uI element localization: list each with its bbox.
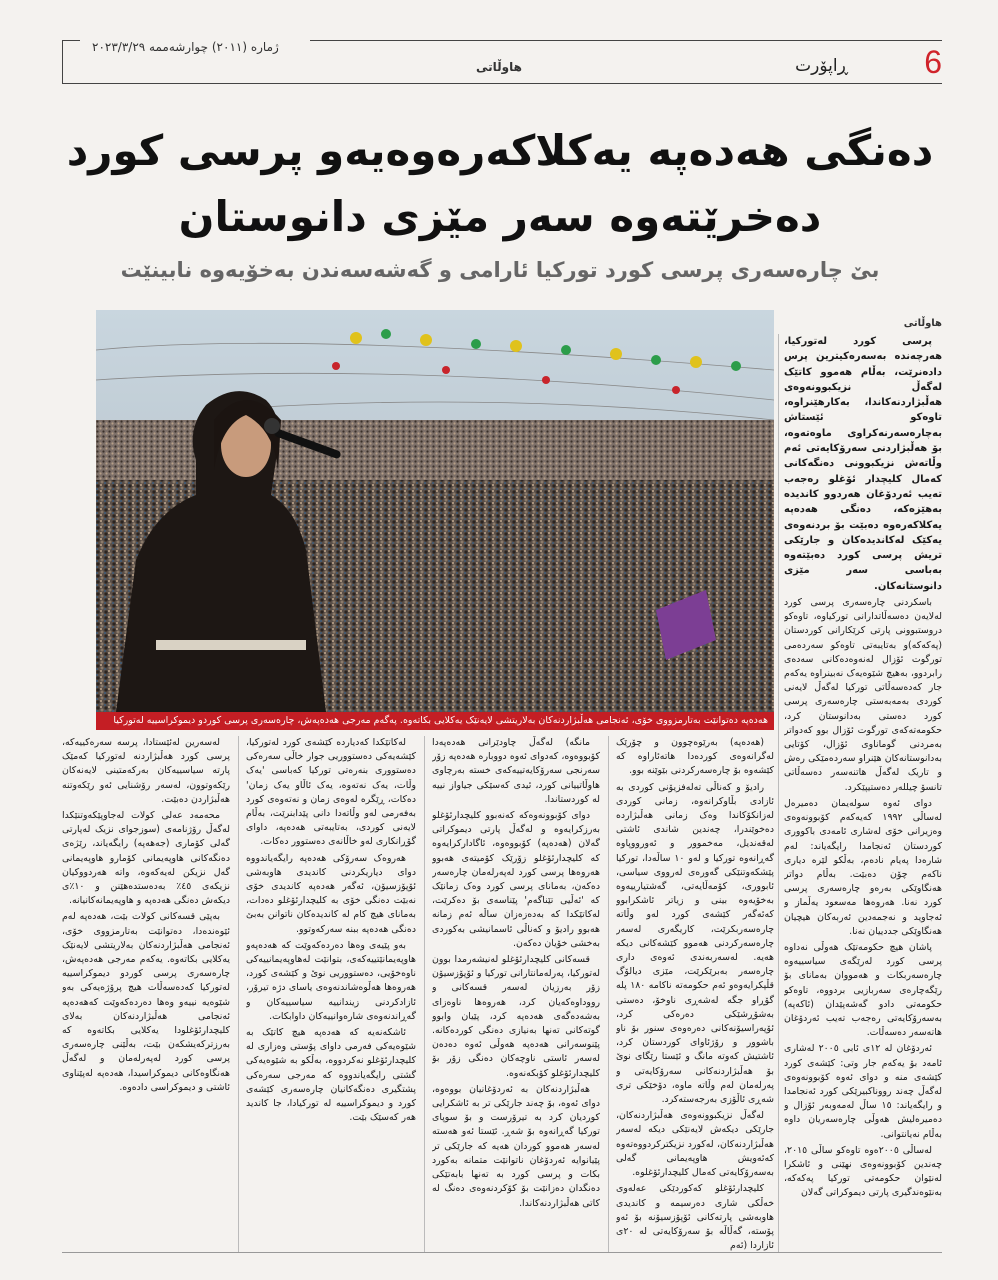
article-column-2: [616, 736, 774, 1252]
article-column-3: [432, 736, 600, 1252]
masthead-logo: هاوڵاتی: [476, 60, 522, 74]
paragraph: لەساڵی ٢٠٠٥ەوە تاوەکو ساڵی ٢٠١٥، چەندین کۆبوونەوەی نهێنی و ئاشکرا لەنێوان حکومەتی تورکیا پەکەکە، بەنێوەندگیری پارتی دیموکراتی گەلان: [784, 1144, 942, 1199]
lead-paragraph: پرسی کورد لەتورکیا، هەرچەندە بەسەرەکیترین پرس دادەنرێت، بەڵام هەموو کاتێک لەگەڵ نزیکبوونەوەی هەڵبژاردنەکاندا، بەکارهێنراوە، تاوەکو ئێستاش بەچارەسەرنەکراوی ماوەتەوە، بۆ هەڵبژاردنی سەرۆکایەتی ئەم وڵاتەش نزیکبوونی دەنگەکانی کەمال کلیچدار ئۆغلو رەجەب تەیب ئەردۆغان هەردوو کاندیدە بەهێزەکە، دەنگی هەدەپە یەکلاکەرەوە دەبێت بۆ بردنەوەی یەکێک لەکاندیدەکان و جارێکی تریش پرسی کورد دەبێتەوە بەباسی سەر مێزی دانوستانەکان.: [784, 336, 942, 592]
paragraph: دوای ئەوە سولەیمان دەمیرەل لەساڵی ١٩٩٢ کەیەکەم کۆبوونەوەی وەزیرانی خۆی لەشاری ئامەدی باکووری کوردستان ئەنجامدا رایگەیاند: لەم شارەدا پەیام نادەم، بەڵکو لێرە دیاری ناکەم چۆن دەبێت. بەڵام دواتر هەنگاوێکی بەرەو چارەسەری پرسی کورد نەنا. هەروەها مەسعود یەڵماز و ئەجاوید و نەجمەدین ئەربەکان هیچیان هەنگاوێکی جددییان نەنا.: [784, 797, 942, 937]
page-number: 6: [924, 44, 942, 80]
paragraph: ئەردۆغان لە ١٢ی ئابی ٢٠٠٥ لەشاری ئامەد بۆ یەکەم جار وتی: کێشەی کورد کێشەی منە و دوای ئەوە کۆبوونەوەی لەگەڵ چەند رووناکبیرێکی کورد ئەنجامدا و رایگەیاند: ١٥ ساڵ لەمەوبەر ئۆزال و دەمیرەلیش هەوڵی چارەسەریان داوە بەڵام نەیانتوانی.: [784, 1043, 942, 1140]
column-divider: [608, 736, 609, 1252]
page-bottom-rule: [62, 1252, 942, 1253]
paragraph: هەروەک سەرۆکی هەدەپە رایگەیاندووە دوای دیاریکردنی کاندیدی هاوبەشی ئۆپۆزسیۆن، ئەگەر هەدەپە کاندیدی خۆی نەبێت دەنگی خۆی بە کلیچدارئۆغلو دەدات، بەمانای هیچ کام لە کاندیدەکان ناتوانن بەبێ دەنگی هەدەپە ببنە سەرکەوتوو.: [246, 852, 416, 935]
column-divider: [424, 736, 425, 1252]
paragraph: لەسەرین لەئێستادا، پرسە سەرەکییەکە، پرسی کورد هەڵبژاردنە لەتورکیا کەمێک پارتە سیاسییەکان بەرکەمتینی لایەنەکان رێکەوتوون، لەسەر رۆشنایی ئەو رێکەوتنە هەڵبژاردن دەبێت.: [62, 737, 230, 805]
rally-photo: [96, 310, 774, 712]
subheadline: بێ چارەسەری پرسی کورد تورکیا ئارامی و گەشەسەندن بەخۆیەوە نابینێت: [120, 258, 880, 282]
headline: [60, 118, 940, 250]
headline-line-2: دەخرێتەوە سەر مێزی دانوستان: [178, 192, 822, 241]
article-column-4: [246, 736, 416, 1252]
issue-date: ژمارە (٢٠١١) چوارشەممە ٢٠٢٣/٣/٢٩: [92, 40, 279, 54]
rally-photo-illustration: [96, 310, 774, 712]
paragraph: قسەکانی کلیچدارئۆغلو لەنیشەرمدا بوون لەتورکیا، پەرلەمانتارانی تورکیا و ئۆپۆزسیۆن زۆر بەرزیان لەسەر قسەکانی و رووداوەکەیان کرد، هەروەها ناوەزای بەشەدەگەی هەدەپە کرد، پێیان وابوو گوتەکانی تەنها بەنیازی دەنگی کوردەکانە. پێنوسەرانی هەدەپە هەوڵی ئەوە دەدەن لەسەر ئاستی ناوچەکان دەنگی زۆر بۆ کلیچدارئۆغلو کۆبکەنەوە.: [432, 954, 600, 1079]
paragraph: باسکردنی چارەسەری پرسی کورد لەلایەن دەسەڵاتدارانی تورکیاوە، تاوەکو دروستبوونی پارتی کرێکارانی کوردستان (پەکەکە)و بەتایبەتی تاوەکو سەردەمی تورگوت ئۆزال لەنەوەدەکانی سەدەی رابردوو، بەهیچ شێوەیەک نەبینراوە یەکەم جار کەدەسەڵاتی تورکیا لەگەڵ لایەنی کوردی بەمەبەستی چارەسەری پرسی کورد دەستی بەدانوستان کرد، حکومەتەکەی تورگوت ئۆزال بوو کەدواتر بەمردنی گوماناوی ئۆزال، کۆتایی بەدانوستانەکان هێنراو سەردەمێکی رەش و تاریک لەگەڵ هاتنەسەر دەسەڵاتی تانسۆ چیللەر دەستیپێکرد.: [784, 597, 942, 793]
paragraph: محەمەد عەلی کولات لەجاوپێکەوتنێکدا لەگەڵ رۆژنامەی (سوزجوای نزیک لەپارتی گەلی کۆماری (جەهەپە) رایگەیاند، رێژەی دەنگەکانی هاوپەیمانی کۆمارو هاوپەیمانی گەل نزیکن لەیەکەوە، واتە هەردووکیان نزیکەی ٤٥٪ بەدەستدەهێنن و ١٠٪ی دیکەش دەنگی هەدەپە و هاوپەیمانەکانیانە.: [62, 810, 230, 907]
paragraph: پاشان هیچ حکومەتێک هەوڵی نەداوە پرسی کورد لەرێگەی سیاسییەوە چارەسەربکات و هەمووان بەمانای بۆ رێگەچارەی سەربازیی بردووە، تاوەکو حکومەتی دادو گەشەپێدان (ئاکەپە) بەسەرۆکایەتی رەجەب تەیب ئەردۆغان هاتەسەر دەسەڵات.: [784, 941, 942, 1039]
paragraph: (هەدەپە) بەرێوەچوون و چۆرێک لەگرانەوەی کوردەدا هاتەئاراوە کە کێشەوە بۆ چارەسەرکردنی بێوێنە بوو.: [616, 737, 774, 777]
paragraph: کلیچدارئۆغلو کەکوردێکی عەلەوی خەڵکی شاری دەرسیمە و کاندیدی هاوبەشی پارتەکانی ئۆپۆزسیۆنە بۆ ئەو پۆستە، گەڵاڵە بۆ سەرۆکایەتی لە ٢٠ی ئازاردا (ئەم: [616, 1183, 774, 1252]
photo-caption: هەدەپە دەتوانێت بەتارمزووی خۆی، ئەنجامی هەڵبژاردنەکان بەلاریتشی لایەنێک یەکلایی بکاتەوە. پەگەم مەرجی هەدەپەش، چارەسەری پرسی کوردو دیموکراسییە لەتورکیا: [96, 712, 774, 730]
headline-line-1: دەنگی هەدەپە یەکلاکەرەوەیەو پرسی کورد: [66, 126, 934, 175]
paragraph: لەکاتێکدا کەدیاردە کێشەی کورد لەتورکیا، کێشەیەکی دەستووریی جوار خاڵی سەرەکی دەستووری بنەرەتی تورکیا کەباسی 'یەک وڵات، یەک نەتەوە، یەک ئاڵاو یەک زمان' دەکات، ڕێگرە لەوەی زمان و نەتەوەی کورد بەفەرمی لەو وڵاتەدا دانی پێدابنرێت، بەڵام لایەنی کوردی، بەتایبەتی هەدەپە، داوای گۆڕانکاری لەو خاڵانەی دەستوور دەکات.: [246, 737, 416, 848]
column-divider: [238, 736, 239, 1252]
article-column-1: [784, 334, 942, 1252]
column-divider: [778, 334, 779, 1252]
paragraph: دوای کۆبوونەوەکە کەنەبوو کلیچدارئۆغلو بەرزکرایەوە و لەگەڵ پارتی دیموکراتی گەلان (هەدەپە) کۆبووەوە، ئاگادارکرایەوە کە کلیچدارئۆغلو زۆرێک کۆمیتەی هەبوو هەروەها پرسی کورد لەپەرلەمان چارەسەر دەکەن، بەمانای پرسی کورد وەک زمانێک کە 'ئەڵیی تێناگەم' پێناسەی بۆ دەکرێت، لەکاتێکدا کە بەدەزەزان ساڵە ئەم زمانە هەبوو رادیۆ و کەناڵی ئاسمانیشی بەکوردی بەخشی خۆیان دەکەن.: [432, 810, 600, 949]
paragraph: هەڵبژاردنەکان بە ئەردۆغانیان بووەوە، دوای ئەوە، بۆ چەند جارێکی تر بە ئاشکرایی کوردیان کرد بە تیرۆرست و بۆ سوپای تورکیا گەڕانەوە بۆ شەڕ. ئێستا ئەو هەستە لەسەر هەموو کوردان هەیە کە جارێکی تر پێیانوایە ئەردۆغان ناتوانێت متمانە بەکورد بکات و پرسی کورد بە تەنها بابەتێکی دەنگدان دەزانێت بۆ کۆکردنەوەی دەنگ لە کاتی هەڵبژاردنەکاندا.: [432, 1083, 600, 1209]
section-name: ڕاپۆرت: [795, 56, 848, 76]
paragraph: ئاشکەنەیە کە هەدەپە هیچ کاتێک بە شێوەیەکی فەرمی داوای پۆستی وەزاری لە کلیچدارئۆغلو نەکردووە، بەڵکو بە شێوەیەکی گشتی رایگەیاندووە کە مەرجی سەرەکی پشتگیری دەنگەکانیان چارەسەری کێشەی کورد و دیموکراسییە لە تورکیادا، جا کاندید هەر کەسێک بێت.: [246, 1027, 416, 1124]
paragraph: بەپێی قسەکانی کولات بێت، هەدەپە لەم ئێوەندەدا، دەتوانێت بەتارمزووی خۆی، ئەنجامی هەڵبژاردنەکان بەلاریتشی لایەنێک یەکلایی بکاتەوە. یەکەم مەرجی هەدەپەش، چارەسەری پرسی کوردو دیموکراسییە لەتورکیا کەدەسەڵات هیچ پرۆژەیەکی بەو شێوەیە نییەو وەها دەردەکەوێت کەهەدەپە ئەنجامی هەڵبژاردنەکان بەلای کلیچدارئۆغلودا یەکلایی بکاتەوە کە بەرزترکەیشکەن بێت، بەڵێنی چارەسەری پرسی کورد لەپەرلەمان و لەگەڵ هەنگاوەکانی دیموکراسیدا، هەدەپە لەپێناوی ئاشتی و دیموکراسی دادەوە.: [62, 911, 230, 1093]
paragraph: بەو پێیەی وەها دەردەکەوێت کە هەدەپەو هاوپەیمانێتییەکەی، بتوانێت لەهاوپەیمانییەکی ناوەخۆیی، دەستووریی نوێ و کێشەی کورد، هەروەها هەڵوەشاندنەوەی یاسای دژە تیرۆر، ئازادکردنی زیندانییە سیاسییەکان و گەڕاندنەوەی شارەوانییەکان داوابکات.: [246, 939, 416, 1022]
paragraph: مانگە) لەگەڵ چاودێرانی هەدەپەدا کۆبووەوە، کەدوای ئەوە دووبارە هەدەپە زۆر سەرنجی سەرۆکایەتییەکەی خستە بەرچاوی هاوڵاتییانی کورد، ئیدی کەسێکی جیاواز نییە لە کوردستاندا.: [432, 737, 600, 805]
article-column-5: [62, 736, 230, 1252]
paragraph: رادیۆ و کەناڵی تەلەفزیۆنی کوردی بە ئازادی بڵاوکرانەوە، زمانی کوردی لەزانکۆکاندا وەک زمانی هەڵبژاردە دەخوێندرا، چەندین شاندی ئاشتی لەقەندیل، مەخموور و ئەورووپاوە گەڕانەوە تورکیا و لەو ١٠ ساڵەدا، تورکیا پێشکەوتنێکی گەورەی لەرووی سیاسی، ئابووری، کۆمەڵایەتی، گەشتیارییەوە بەخۆیەوە بینی و زیاتر ئاشکرابوو کەئەگەر کێشەی کورد لەو وڵاتە چارەسەربکرێت، کاریگەری لەسەر چارەسەرکردنی هەموو کێشەکانی دیکە هەیە. لەسەربەندی ئەوەی داری چارەسەر بەبرێکرێت، مێزی دیالۆگ قڵپکرایەوەو ئەم حکومەتە ناکامە ١٨٠ پلە گۆڕاو جگە لەشەڕی ناوخۆ، دەستی بەشۆڕشێکی دەرەکی کرد، ئۆپەراسیۆنەکانی دەرەوەی سنور بۆ ناو باشوور و رۆژئاوای کوردستان کرد، ئاشتیش کەوتە مانگ و ئێستا رێگای نوێ بۆ هەڵبژاردنەکانی سەرۆکایەتی و پەرلەمان لەم وڵاتە ماوە، دۆخێکی تری شەڕی ئاڵۆزی بەرجەستەکرد.: [616, 781, 774, 1106]
byline: هاوڵاتی: [903, 318, 942, 329]
paragraph: لەگەڵ نزیکبوونەوەی هەڵبژاردنەکان، جارێکی دیکەش لایەنێکی دیکە لەسەر هەڵبژاردنەکان، لەکورد نزیکترکردووەتەوە کەئەویش هاوپەیمانی گەلی بەسەرۆکایەتی کەمال کلیچدارئۆغلوە.: [616, 1110, 774, 1179]
